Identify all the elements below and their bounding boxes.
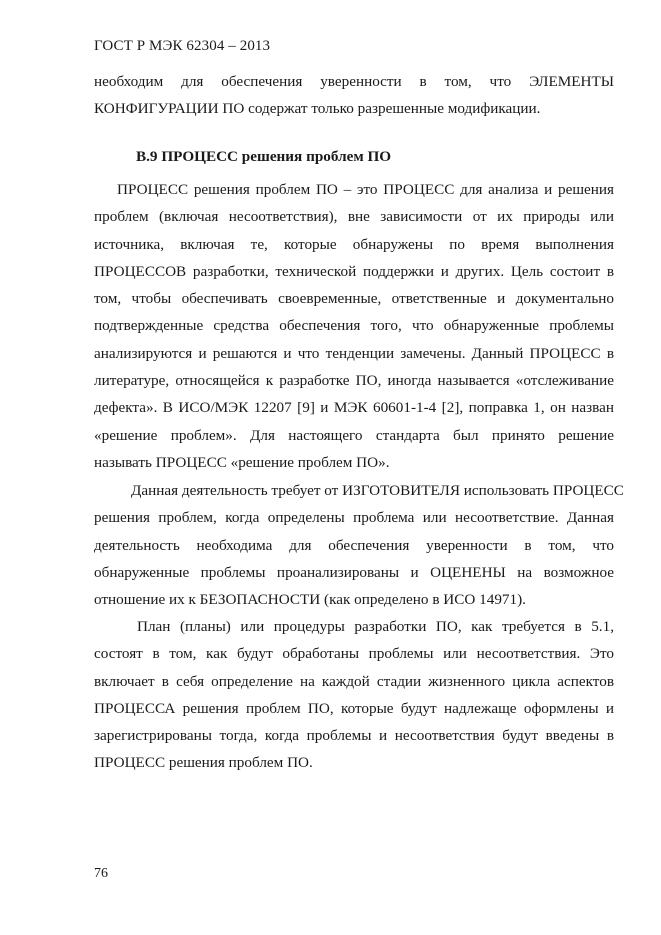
text-line: отношение их к БЕЗОПАСНОСТИ (как определено в ИСО 14971).	[94, 591, 526, 609]
text-line: ПРОЦЕСС решения проблем ПО.	[94, 754, 313, 772]
text-line: источника, включая те, которые обнаружены по время выполнения	[94, 235, 614, 253]
text-line: том, чтобы обеспечивать своевременные, ответственные и документально	[94, 290, 614, 308]
text-line: ПРОЦЕСС решения проблем ПО – это ПРОЦЕСС для анализа и решения	[117, 181, 614, 198]
paragraph-3	[94, 613, 614, 777]
text-line: подтвержденные средства обеспечения того, что обнаруженные проблемы	[94, 317, 614, 335]
text-line: деятельность необходима для обеспечения уверенности в том, что	[94, 536, 614, 554]
text-line: ПРОЦЕССА решения проблем ПО, которые будут надлежаще оформлены и	[94, 699, 614, 717]
text-line: КОНФИГУРАЦИИ ПО содержат только разрешенные модификации.	[94, 100, 541, 118]
text-line: решения проблем, когда определены проблема или несоответствие. Данная	[94, 509, 614, 527]
text-line: проблем (включая несоответствия), вне зависимости от их природы или	[94, 208, 614, 226]
text-line: План (планы) или процедуры разработки ПО, как требуется в 5.1,	[137, 618, 614, 635]
text-line: называть ПРОЦЕСС «решение проблем ПО».	[94, 453, 390, 471]
text-line: Данная деятельность требует от ИЗГОТОВИТЕЛЯ использовать ПРОЦЕСС	[131, 482, 624, 499]
section-heading: В.9 ПРОЦЕСС решения проблем ПО	[136, 148, 392, 165]
intro-paragraph	[94, 68, 614, 123]
text-line: литературе, относящейся к разработке ПО, иногда называется «отслеживание	[94, 372, 614, 390]
text-line: анализируются и решаются и что тенденции замечены. Данный ПРОЦЕСС в	[94, 344, 614, 362]
text-line: «решение проблем». Для настоящего стандарта был принято решение	[94, 426, 614, 444]
text-line: включает в себя определение на каждой стадии жизненного цикла аспектов	[94, 672, 614, 690]
text-line: состоят в том, как будут обработаны проблемы или несоответствия. Это	[94, 645, 614, 663]
running-header: ГОСТ Р МЭК 62304 – 2013	[94, 38, 271, 54]
text-line: дефекта». В ИСО/МЭК 12207 [9] и МЭК 60601-1-4 [2], поправка 1, он назван	[94, 399, 614, 417]
page-number: 76	[94, 866, 108, 881]
paragraph-2	[94, 477, 624, 613]
paragraph-1	[94, 176, 614, 476]
text-line: ПРОЦЕССОВ разработки, технической поддержки и других. Цель состоит в	[94, 262, 614, 280]
text-line: необходим для обеспечения уверенности в том, что ЭЛЕМЕНТЫ	[94, 73, 614, 90]
text-line: обнаруженные проблемы проанализированы и ОЦЕНЕНЫ на возможное	[94, 563, 614, 581]
text-line: зарегистрированы тогда, когда проблемы и несоответствия будут введены в	[94, 727, 614, 745]
